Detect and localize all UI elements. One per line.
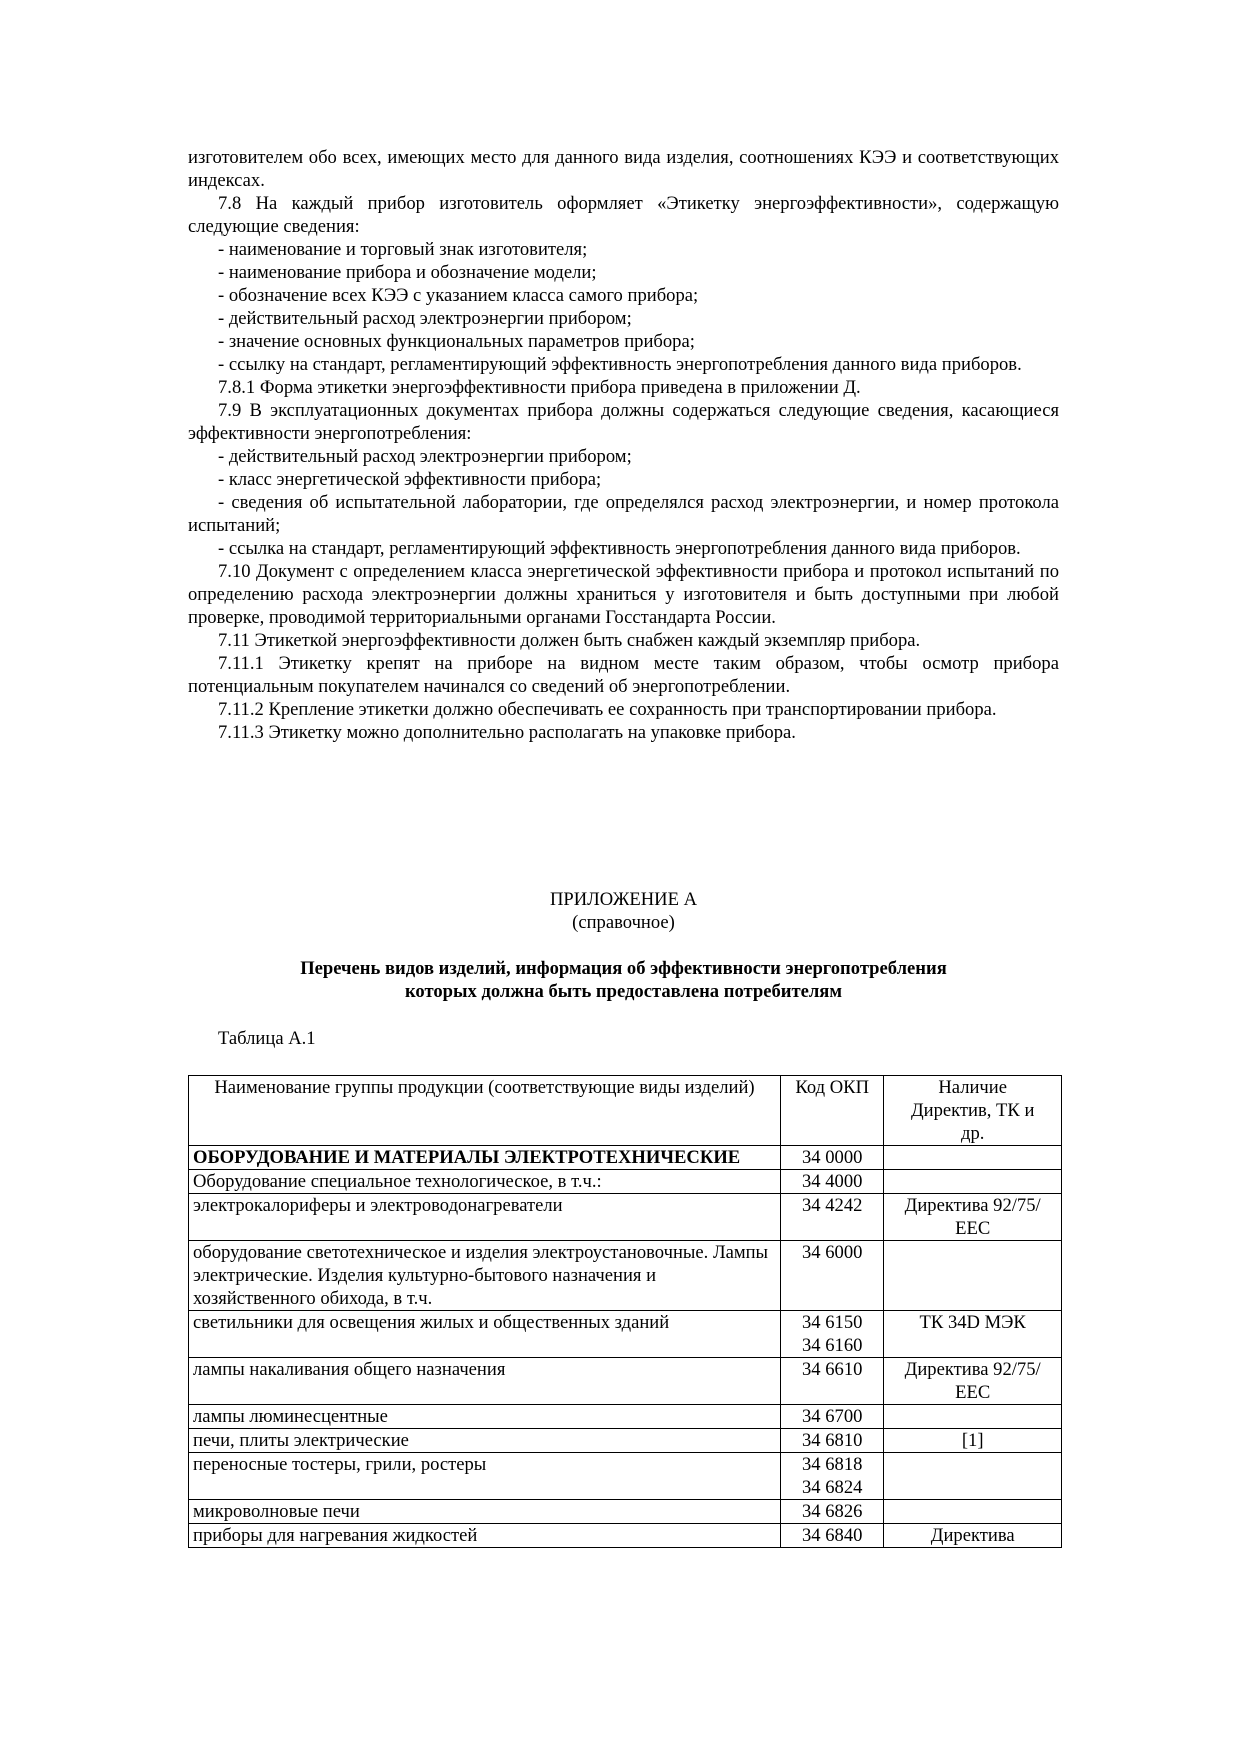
paragraph: 7.11.3 Этикетку можно дополнительно располагать на упаковке прибора. [218, 722, 796, 743]
directive-cell: Директива 92/75/ЕЕС [884, 1194, 1062, 1241]
okp-code-cell: 34 0000 [781, 1146, 884, 1170]
header-cell: Код ОКП [781, 1076, 884, 1146]
table-row [189, 1405, 1062, 1429]
list-item: - класс энергетической эффективности прибора; [218, 469, 602, 490]
appendix-subtitle: (справочное) [572, 912, 675, 933]
okp-code-cell: 34 6700 [781, 1405, 884, 1429]
paragraph: 7.11.1 Этикетку крепят на приборе на видном месте таким образом, чтобы осмотр прибора потенциальным покупателем начинался со сведений об энергопотреблении. [188, 653, 1059, 697]
directive-cell [884, 1453, 1062, 1500]
product-name-cell: оборудование светотехническое и изделия электроустановочные. Лампы электрические. Изделия культурно-бытового назначения и хозяйственного обихода, в т.ч. [189, 1241, 781, 1311]
list-item: - наименование прибора и обозначение модели; [218, 262, 597, 283]
header-cell: Наименование группы продукции (соответствующие виды изделий) [189, 1076, 781, 1146]
directive-cell: Директива [884, 1524, 1062, 1548]
table-row [189, 1194, 1062, 1241]
directive-cell: ТК 34D МЭК [884, 1311, 1062, 1358]
paragraph: 7.8.1 Форма этикетки энергоэффективности прибора приведена в приложении Д. [218, 377, 861, 398]
product-name-cell: переносные тостеры, грили, ростеры [189, 1453, 781, 1500]
appendix-heading-line: которых должна быть предоставлена потребителям [404, 981, 843, 1002]
directive-cell [884, 1170, 1062, 1194]
table-row [189, 1358, 1062, 1405]
list-item: - сведения об испытательной лаборатории, где определялся расход электроэнергии, и номер протокола испытаний; [188, 492, 1059, 536]
table-row [189, 1311, 1062, 1358]
appendix-title-block [188, 888, 1059, 934]
list-item: - значение основных функциональных параметров прибора; [218, 331, 695, 352]
list-item: - действительный расход электроэнергии прибором; [218, 446, 632, 467]
product-table [188, 1075, 1062, 1548]
product-name-cell: Оборудование специальное технологическое, в т.ч.: [189, 1170, 781, 1194]
product-name-cell: лампы люминесцентные [189, 1405, 781, 1429]
product-name-cell: светильники для освещения жилых и общественных зданий [189, 1311, 781, 1358]
appendix-heading [188, 957, 1059, 1003]
okp-code-cell: 34 4000 [781, 1170, 884, 1194]
product-name-cell: приборы для нагревания жидкостей [189, 1524, 781, 1548]
directive-cell: [1] [884, 1429, 1062, 1453]
table-caption: Таблица А.1 [218, 1028, 316, 1049]
okp-code-cell: 34 6610 [781, 1358, 884, 1405]
paragraph: изготовителем обо всех, имеющих место для данного вида изделия, соотношениях КЭЭ и соответствующих индексах. [188, 147, 1059, 191]
paragraph: 7.10 Документ с определением класса энергетической эффективности прибора и протокол испытаний по определению расхода электроэнергии должны храниться у изготовителя и быть доступными при любой проверке, проводимой территориальными органами Госстандарта России. [188, 561, 1059, 628]
table-row [189, 1241, 1062, 1311]
paragraph: 7.11 Этикеткой энергоэффективности должен быть снабжен каждый экземпляр прибора. [218, 630, 921, 651]
paragraph: 7.9 В эксплуатационных документах прибора должны содержаться следующие сведения, касающиеся эффективности энергопотребления: [188, 400, 1059, 444]
table-row [189, 1146, 1062, 1170]
paragraph: 7.11.2 Крепление этикетки должно обеспечивать ее сохранность при транспортировании прибора. [218, 699, 997, 720]
okp-code-cell: 34 6150 34 6160 [781, 1311, 884, 1358]
product-name-cell: ОБОРУДОВАНИЕ И МАТЕРИАЛЫ ЭЛЕКТРОТЕХНИЧЕСКИЕ [189, 1146, 781, 1170]
product-name-cell: печи, плиты электрические [189, 1429, 781, 1453]
header-cell-text: Наличие Директив, ТК и др. [910, 1077, 1035, 1144]
directive-cell [884, 1241, 1062, 1311]
table-row [189, 1500, 1062, 1524]
list-item: - действительный расход электроэнергии прибором; [218, 308, 632, 329]
table-row [189, 1453, 1062, 1500]
header-cell [884, 1076, 1062, 1146]
okp-code-cell: 34 6000 [781, 1241, 884, 1311]
directive-cell: Директива 92/75/ЕЕС [884, 1358, 1062, 1405]
product-name-cell: лампы накаливания общего назначения [189, 1358, 781, 1405]
okp-code-cell: 34 6840 [781, 1524, 884, 1548]
list-item: - наименование и торговый знак изготовителя; [218, 239, 588, 260]
product-name-cell: микроволновые печи [189, 1500, 781, 1524]
table-row [189, 1524, 1062, 1548]
table-header-row [189, 1076, 1062, 1146]
product-name-cell: электрокалориферы и электроводонагреватели [189, 1194, 781, 1241]
list-item: - обозначение всех КЭЭ с указанием класса самого прибора; [218, 285, 699, 306]
okp-code-cell: 34 6818 34 6824 [781, 1453, 884, 1500]
appendix-heading-line: Перечень видов изделий, информация об эффективности энергопотребления [300, 958, 947, 979]
list-item: - ссылку на стандарт, регламентирующий эффективность энергопотребления данного вида приборов. [218, 354, 1022, 375]
okp-code-cell: 34 4242 [781, 1194, 884, 1241]
paragraph: 7.8 На каждый прибор изготовитель оформляет «Этикетку энергоэффективности», содержащую следующие сведения: [188, 193, 1059, 237]
table-row [189, 1170, 1062, 1194]
appendix-title: ПРИЛОЖЕНИЕ А [549, 889, 698, 910]
table-row [189, 1429, 1062, 1453]
directive-cell [884, 1146, 1062, 1170]
body-text [188, 146, 1059, 744]
list-item: - ссылка на стандарт, регламентирующий эффективность энергопотребления данного вида приборов. [218, 538, 1021, 559]
directive-cell [884, 1500, 1062, 1524]
directive-cell [884, 1405, 1062, 1429]
okp-code-cell: 34 6810 [781, 1429, 884, 1453]
okp-code-cell: 34 6826 [781, 1500, 884, 1524]
